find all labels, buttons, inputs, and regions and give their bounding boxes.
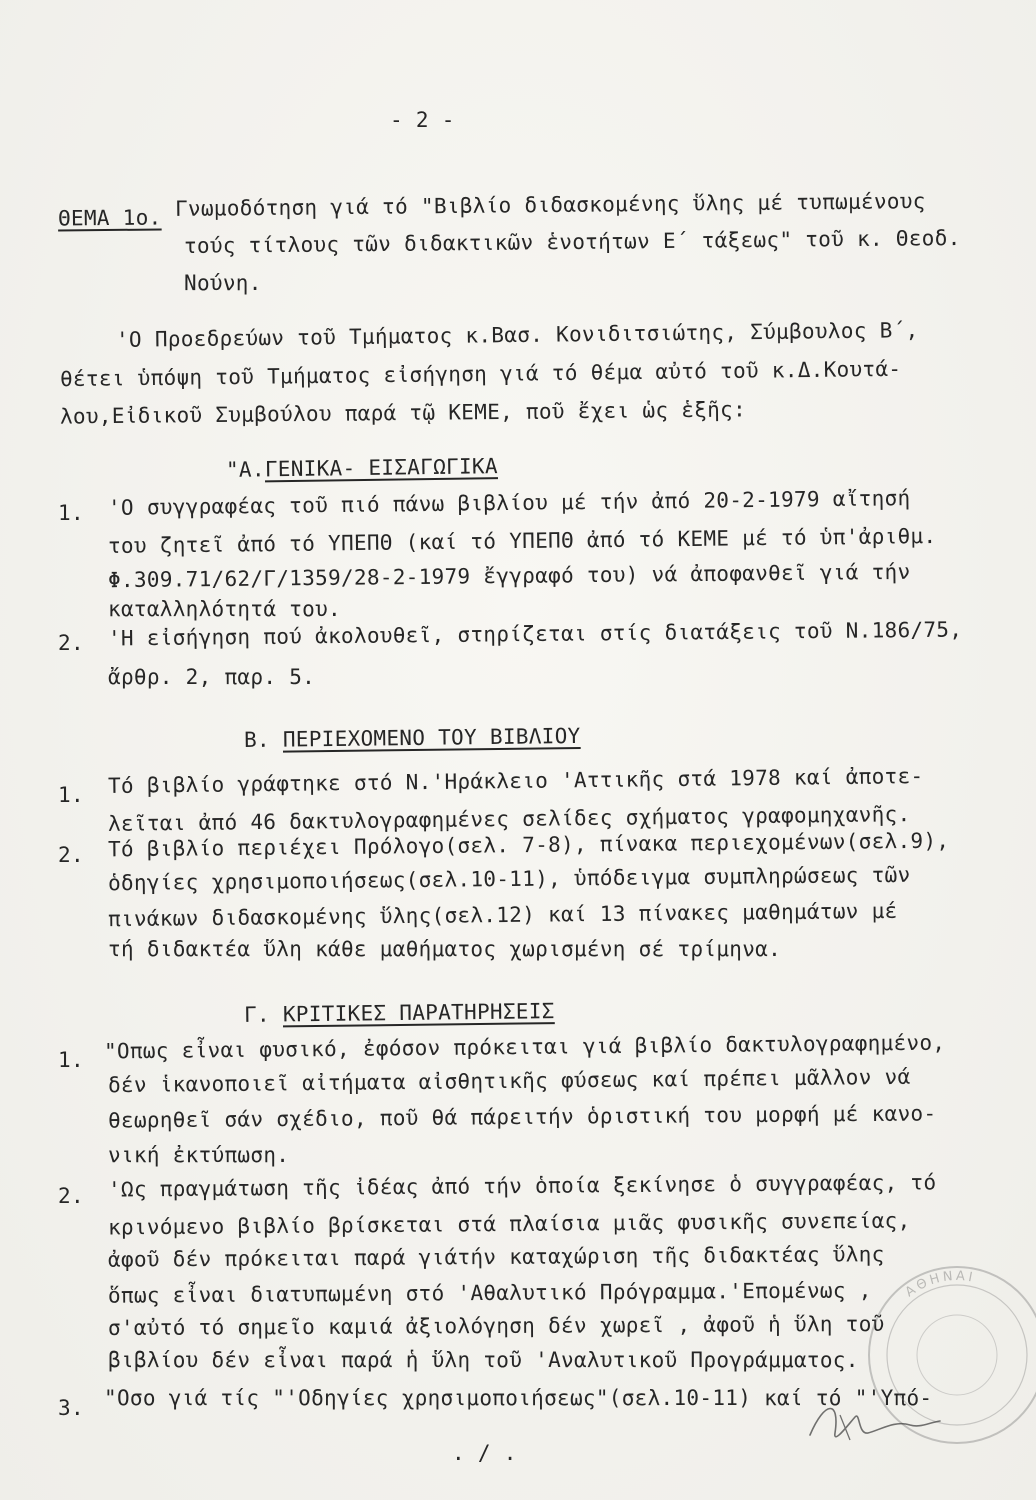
stamp-text: ΑΘΗΝΑΙ (902, 1268, 977, 1301)
section-c-item-line: "Οπως εἶναι φυσικό, ἐφόσον πρόκειται γιά βιβλίο δακτυλογραφημένο, (103, 1030, 946, 1064)
section-b-item-line: πινάκων διδασκομένης ὕλης(σελ.12) καί 13 πίνακες μαθημάτων μέ (107, 898, 898, 932)
section-c-item-line: νική ἐκτύπωση. (108, 1143, 290, 1167)
page-number: - 2 - (390, 108, 455, 132)
intro-line: 'Ο Προεδρεύων τοῦ Τμήματος κ.Βασ. Κονιδιτσιώτης, Σύμβουλος Β΄, (115, 318, 919, 352)
section-c-prefix: Γ. (243, 1002, 271, 1027)
section-c-item-line: θεωρηθεῖ σάν σχέδιο, ποῦ θά πάρειτήν ὁριστική του μορφή μέ κανο- (107, 1101, 937, 1133)
section-b-item-number: 1. (58, 783, 84, 807)
section-b-item-line: τή διδακτέα ὕλη κάθε μαθήματος χωρισμένη σέ τρίμηνα. (108, 937, 782, 961)
section-b-item-number: 2. (58, 843, 84, 867)
section-c-title: ΚΡΙΤΙΚΕΣ ΠΑΡΑΤΗΡΗΣΕΙΣ (282, 999, 555, 1027)
theme-line: Γνωμοδότηση γιά τό "Βιβλίο διδασκομένης ὕλης μέ τυπωμένους (174, 189, 926, 221)
section-c-item-line: ὅπως εἶναι διατυπωμένη στό 'Αθαλυτικό Πρόγραμμα.'Επομένως , (107, 1278, 872, 1308)
section-a-item-line: ἄρθρ. 2, παρ. 5. (108, 665, 316, 689)
section-c-item-line: κρινόμενο βιβλίο βρίσκεται στά πλαίσια μιᾶς φυσικῆς συνεπείας, (107, 1208, 911, 1240)
section-c-item-line: βιβλίου δέν εἶναι παρά ἡ ὕλη τοῦ 'Αναλυτικοῦ Προγράμματος. (108, 1348, 859, 1372)
section-a-prefix: "Α. (225, 457, 266, 482)
section-a-item-number: 2. (58, 631, 84, 655)
theme-line: τούς τίτλους τῶν διδακτικῶν ἑνοτήτων Ε΄ τάξεως" τοῦ κ. Θεοδ. (183, 225, 961, 259)
section-b-item-line: ὁδηγίες χρησιμοποιήσεως(σελ.10-11), ὑπόδειγμα συμπληρώσεως τῶν (107, 862, 911, 896)
theme-label: ΘΕΜΑ 1ο. (57, 205, 162, 231)
section-b-heading (244, 723, 581, 753)
svg-text:ΑΘΗΝΑΙ (903, 1269, 977, 1300)
section-b-prefix: Β. (243, 727, 271, 753)
section-a-title: ΓΕΝΙΚΑ- ΕΙΣΑΓΩΓΙΚΑ (264, 454, 498, 482)
theme-line: Νούνη. (184, 271, 262, 295)
section-a-heading (226, 453, 498, 483)
section-c-item-line: σ'αὐτό τό σημεῖο καμιά ἀξιολόγηση δέν χωρεῖ , ἀφοῦ ἡ ὕλη τοῦ (107, 1311, 885, 1341)
section-c-item-number: 1. (58, 1048, 84, 1072)
signature (800, 1395, 950, 1455)
section-c-heading (244, 998, 555, 1028)
section-a-item-line: του ζητεῖ ἀπό τό ΥΠΕΠΘ (καί τό ΥΠΕΠΘ ἀπό τό ΚΕΜΕ μέ τό ὑπ'ἀριθμ. (107, 523, 937, 559)
intro-line: θέτει ὑπόψη τοῦ Τμήματος εἰσήγηση γιά τό θέμα αὐτό τοῦ κ.Δ.Κουτά- (59, 356, 902, 392)
section-c-item-number: 3. (58, 1396, 84, 1420)
section-c-item-line: 'Ως πραγμάτωση τῆς ἰδέας ἀπό τήν ὁποία ξεκίνησε ὁ συγγραφέας, τό (107, 1170, 937, 1202)
section-c-item-number: 2. (58, 1184, 84, 1208)
continuation-mark: . / . (452, 1441, 517, 1465)
intro-line: λου,Εἰδικοῦ Συμβούλου παρά τῷ ΚΕΜΕ, ποῦ ἔχει ὡς ἑξῆς: (59, 397, 747, 429)
section-c-item-line: "Οσο γιά τίς "'Οδηγίες χρησιμοποιήσεως"(σελ.10-11) καί τό "'Υπό- (104, 1386, 933, 1410)
section-c-item-line: δέν ἱκανοποιεῖ αἰτήματα αἰσθητικῆς φύσεως καί πρέπει μᾶλλον νά (107, 1064, 911, 1098)
section-a-item-line: 'Ο συγγραφέας τοῦ πιό πάνω βιβλίου μέ τήν ἀπό 20-2-1979 αἴτησή (107, 486, 911, 520)
section-b-item-line: Τό βιβλίο γράφτηκε στό Ν.'Ηράκλειο 'Αττικῆς στά 1978 καί ἀποτε- (107, 764, 924, 798)
section-a-item-line: 'Η εἰσήγηση πού ἀκολουθεῖ, στηρίζεται στίς διατάξεις τοῦ Ν.186/75, (107, 617, 963, 651)
section-b-title: ΠΕΡΙΕΧΟΜΕΝΟ ΤΟΥ ΒΙΒΛΙΟΥ (282, 723, 581, 752)
section-c-item-line: ἀφοῦ δέν πρόκειται παρά γιάτήν καταχώριση τῆς διδακτέας ὕλης (107, 1242, 885, 1272)
section-b-item-line: Τό βιβλίο περιέχει Πρόλογο(σελ. 7-8), πίνακα περιεχομένων(σελ.9), (107, 828, 950, 862)
section-a-item-line: καταλληλότητά του. (108, 597, 341, 621)
section-a-item-number: 1. (58, 501, 84, 525)
section-a-item-line: Φ.309.71/62/Γ/1359/28-2-1979 ἔγγραφό του) νά ἀποφανθεῖ γιά τήν (107, 559, 911, 593)
section-b-item-line: λεῖται ἀπό 46 δακτυλογραφημένες σελίδες σχήματος γραφομηχανῆς. (107, 802, 911, 836)
